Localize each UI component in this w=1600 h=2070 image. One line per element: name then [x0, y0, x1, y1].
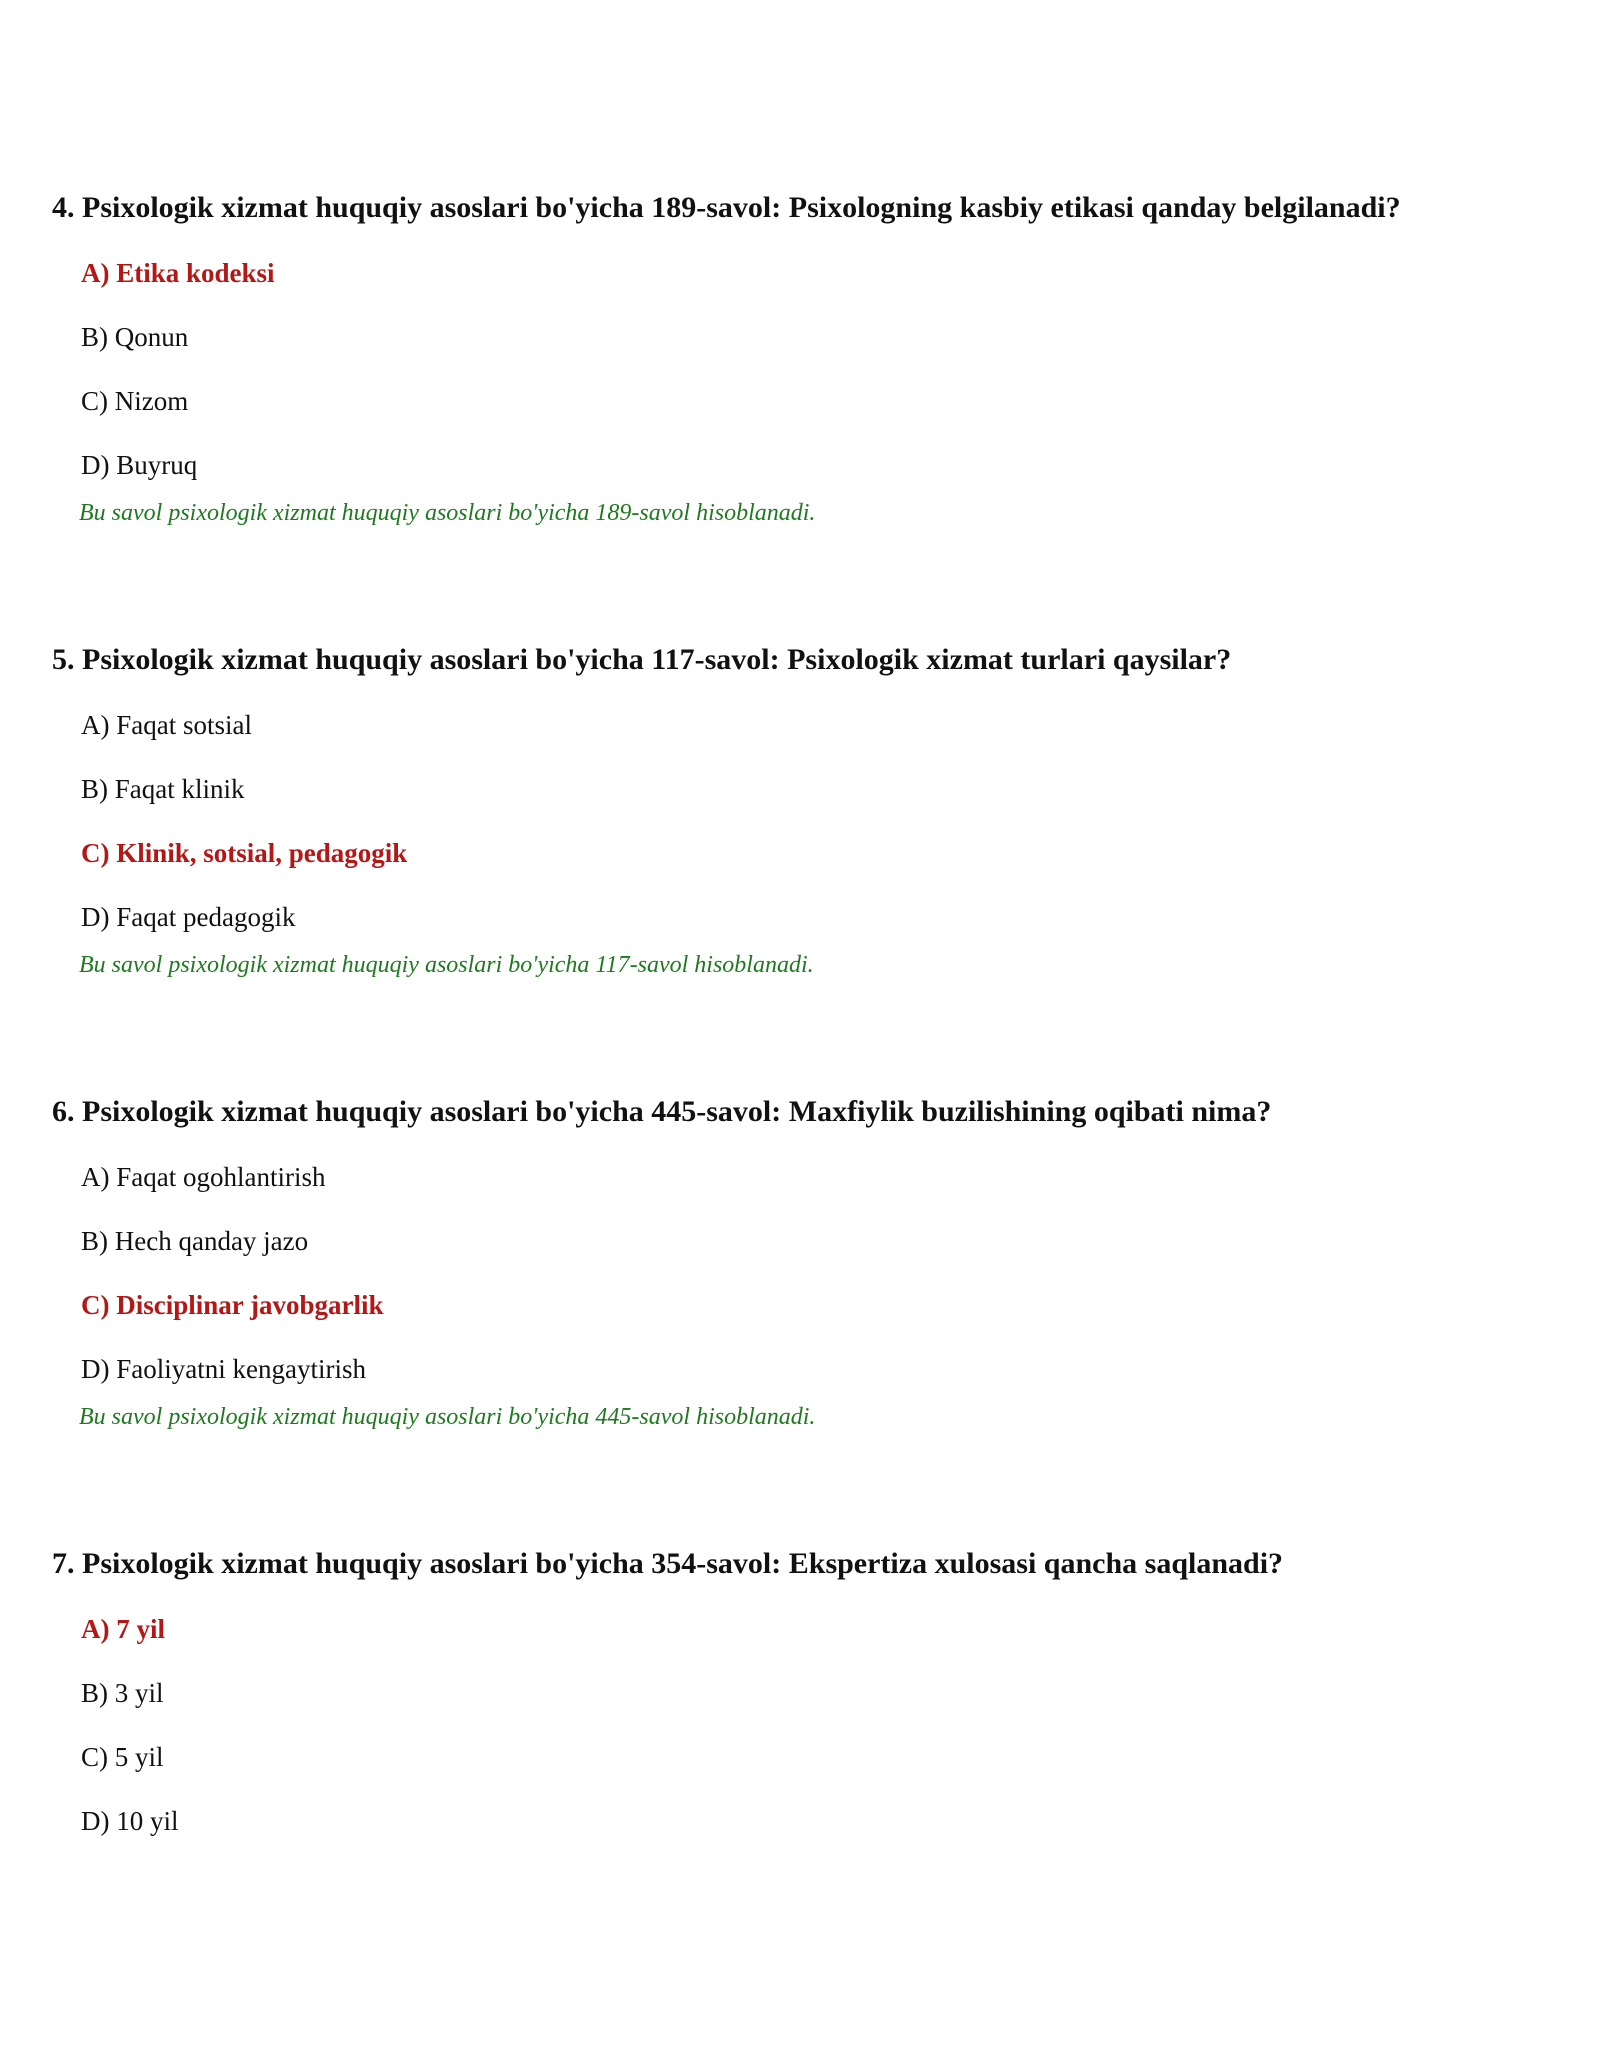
question-title: 5. Psixologik xizmat huquqiy asoslari bo'yicha 117-savol: Psixologik xizmat turlari qaysilar?: [52, 643, 1232, 676]
option-a-correct: A) 7 yil: [81, 1614, 165, 1644]
option-a: A) Faqat ogohlantirish: [81, 1162, 326, 1192]
question-note: Bu savol psixologik xizmat huquqiy asoslari bo'yicha 189-savol hisoblanadi.: [79, 500, 816, 526]
option-b: B) 3 yil: [81, 1678, 164, 1708]
question-block-6: [52, 1092, 1552, 1434]
option-b: B) Faqat klinik: [81, 774, 245, 804]
question-block-5: [52, 640, 1552, 982]
question-note: Bu savol psixologik xizmat huquqiy asoslari bo'yicha 445-savol hisoblanadi.: [79, 1404, 816, 1430]
option-c: C) 5 yil: [81, 1742, 164, 1772]
option-d: D) Buyruq: [81, 450, 198, 480]
question-block-7: [52, 1544, 1552, 1853]
option-b: B) Hech qanday jazo: [81, 1226, 309, 1256]
option-list: [52, 241, 1552, 497]
option-list: [52, 1597, 1552, 1853]
option-d: D) 10 yil: [81, 1806, 179, 1836]
question-note: Bu savol psixologik xizmat huquqiy asoslari bo'yicha 117-savol hisoblanadi.: [79, 952, 814, 978]
option-b: B) Qonun: [81, 322, 189, 352]
option-list: [52, 693, 1552, 949]
option-a-correct: A) Etika kodeksi: [81, 258, 275, 288]
question-block-4: [52, 188, 1552, 530]
option-d: D) Faqat pedagogik: [81, 902, 296, 932]
question-title: 6. Psixologik xizmat huquqiy asoslari bo'yicha 445-savol: Maxfiylik buzilishining oqibati nima?: [52, 1095, 1272, 1128]
option-a: A) Faqat sotsial: [81, 710, 252, 740]
option-list: [52, 1145, 1552, 1401]
option-c-correct: C) Klinik, sotsial, pedagogik: [81, 838, 408, 868]
option-d: D) Faoliyatni kengaytirish: [81, 1354, 366, 1384]
question-title: 7. Psixologik xizmat huquqiy asoslari bo'yicha 354-savol: Ekspertiza xulosasi qancha saqlanadi?: [52, 1547, 1284, 1580]
option-c: C) Nizom: [81, 386, 189, 416]
question-title: 4. Psixologik xizmat huquqiy asoslari bo'yicha 189-savol: Psixologning kasbiy etikasi qanday belgilanadi?: [52, 191, 1401, 224]
option-c-correct: C) Disciplinar javobgarlik: [81, 1290, 384, 1320]
